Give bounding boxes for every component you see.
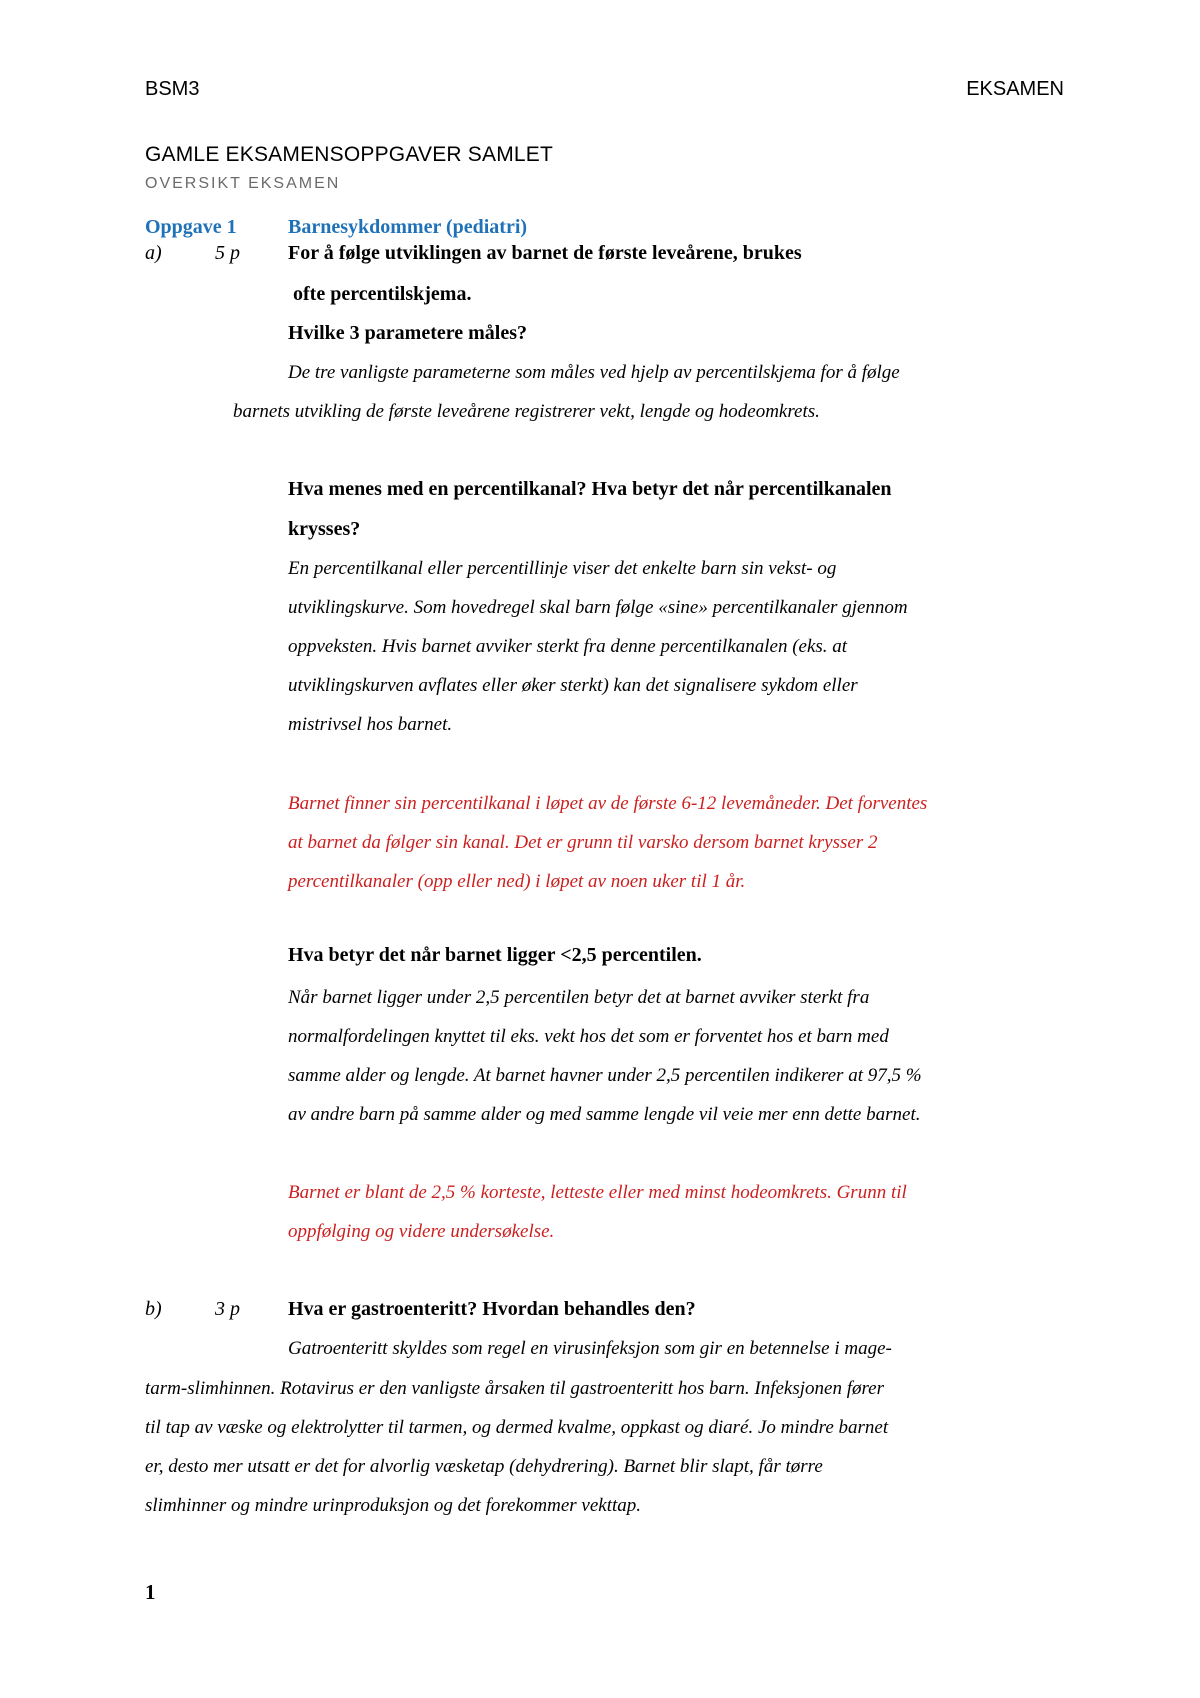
answer-line: slimhinner og mindre urinproduksjon og det forekommer vekttap. — [145, 1495, 642, 1516]
part-a-question-line-2: ofte percentilskjema. — [293, 283, 472, 305]
question-line: krysses? — [288, 518, 361, 540]
answer-line: til tap av væske og elektrolytter til tarmen, og dermed kvalme, oppkast og diaré. Jo mindre barnet — [145, 1417, 889, 1438]
question-parameters: Hvilke 3 parametere måles? — [288, 322, 528, 344]
answer-line: at barnet da følger sin kanal. Det er grunn til varsko dersom barnet krysser 2 — [288, 832, 878, 853]
answer-line: samme alder og lengde. At barnet havner under 2,5 percentilen indikerer at 97,5 % — [288, 1065, 922, 1086]
answer-percentile-channel-red — [288, 784, 927, 901]
answer-line: normalfordelingen knyttet til eks. vekt hos det som er forventet hos et barn med — [288, 1026, 889, 1047]
question-below-percentile: Hva betyr det når barnet ligger <2,5 percentilen. — [288, 944, 702, 966]
answer-below-percentile — [288, 978, 922, 1134]
answer-line: oppveksten. Hvis barnet avviker sterkt fra denne percentilkanalen (eks. at — [288, 636, 848, 657]
part-a-points: 5 p — [215, 242, 240, 264]
answer-line: oppfølging og videre undersøkelse. — [288, 1221, 555, 1242]
answer-line: tarm-slimhinnen. Rotavirus er den vanligste årsaken til gastroenteritt hos barn. Infeksjonen fører — [145, 1378, 884, 1399]
answer-gastroenteritis — [145, 1369, 888, 1525]
question-line: Hva menes med en percentilkanal? Hva betyr det når percentilkanalen — [288, 478, 892, 500]
answer-line: Barnet finner sin percentilkanal i løpet av de første 6-12 levemåneder. Det forventes — [288, 793, 928, 814]
answer-line: av andre barn på samme alder og med samme lengde vil veie mer enn dette barnet. — [288, 1104, 921, 1125]
part-b-points: 3 p — [215, 1298, 240, 1320]
answer-line: utviklingskurve. Som hovedregel skal barn følge «sine» percentilkanaler gjennom — [288, 597, 908, 618]
answer-gastroenteritis-line-1: Gatroenteritt skyldes som regel en virusinfeksjon som gir en betennelse i mage- — [288, 1338, 892, 1359]
part-b-label: b) — [145, 1298, 162, 1320]
header-right: EKSAMEN — [966, 78, 1064, 100]
answer-line: er, desto mer utsatt er det for alvorlig væsketap (dehydrering). Barnet blir slapt, får tørre — [145, 1456, 823, 1477]
answer-percentile-channel — [288, 549, 908, 744]
header-left: BSM3 — [145, 78, 200, 100]
page-number: 1 — [145, 1580, 156, 1604]
question-gastroenteritis: Hva er gastroenteritt? Hvordan behandles den? — [288, 1298, 696, 1320]
task-topic: Barnesykdommer (pediatri) — [288, 216, 528, 238]
answer-line: Når barnet ligger under 2,5 percentilen betyr det at barnet avviker sterkt fra — [288, 987, 870, 1008]
part-a-label: a) — [145, 242, 162, 264]
document-subtitle: OVERSIKT EKSAMEN — [145, 175, 341, 192]
part-a-question-line-1: For å følge utviklingen av barnet de første leveårene, brukes — [288, 242, 802, 264]
answer-line: mistrivsel hos barnet. — [288, 714, 453, 735]
task-number: Oppgave 1 — [145, 216, 237, 238]
answer-line: En percentilkanal eller percentillinje viser det enkelte barn sin vekst- og — [288, 558, 837, 579]
document-title: GAMLE EKSAMENSOPPGAVER SAMLET — [145, 143, 554, 166]
answer-parameters-line-2: barnets utvikling de første leveårene registrerer vekt, lengde og hodeomkrets. — [233, 401, 820, 422]
answer-parameters-line-1: De tre vanligste parameterne som måles ved hjelp av percentilskjema for å følge — [288, 362, 900, 383]
answer-line: utviklingskurven avflates eller øker sterkt) kan det signalisere sykdom eller — [288, 675, 858, 696]
question-percentile-channel — [288, 469, 892, 549]
answer-line: Barnet er blant de 2,5 % korteste, letteste eller med minst hodeomkrets. Grunn til — [288, 1182, 907, 1203]
answer-below-percentile-red — [288, 1173, 907, 1251]
answer-line: percentilkanaler (opp eller ned) i løpet av noen uker til 1 år. — [288, 871, 746, 892]
